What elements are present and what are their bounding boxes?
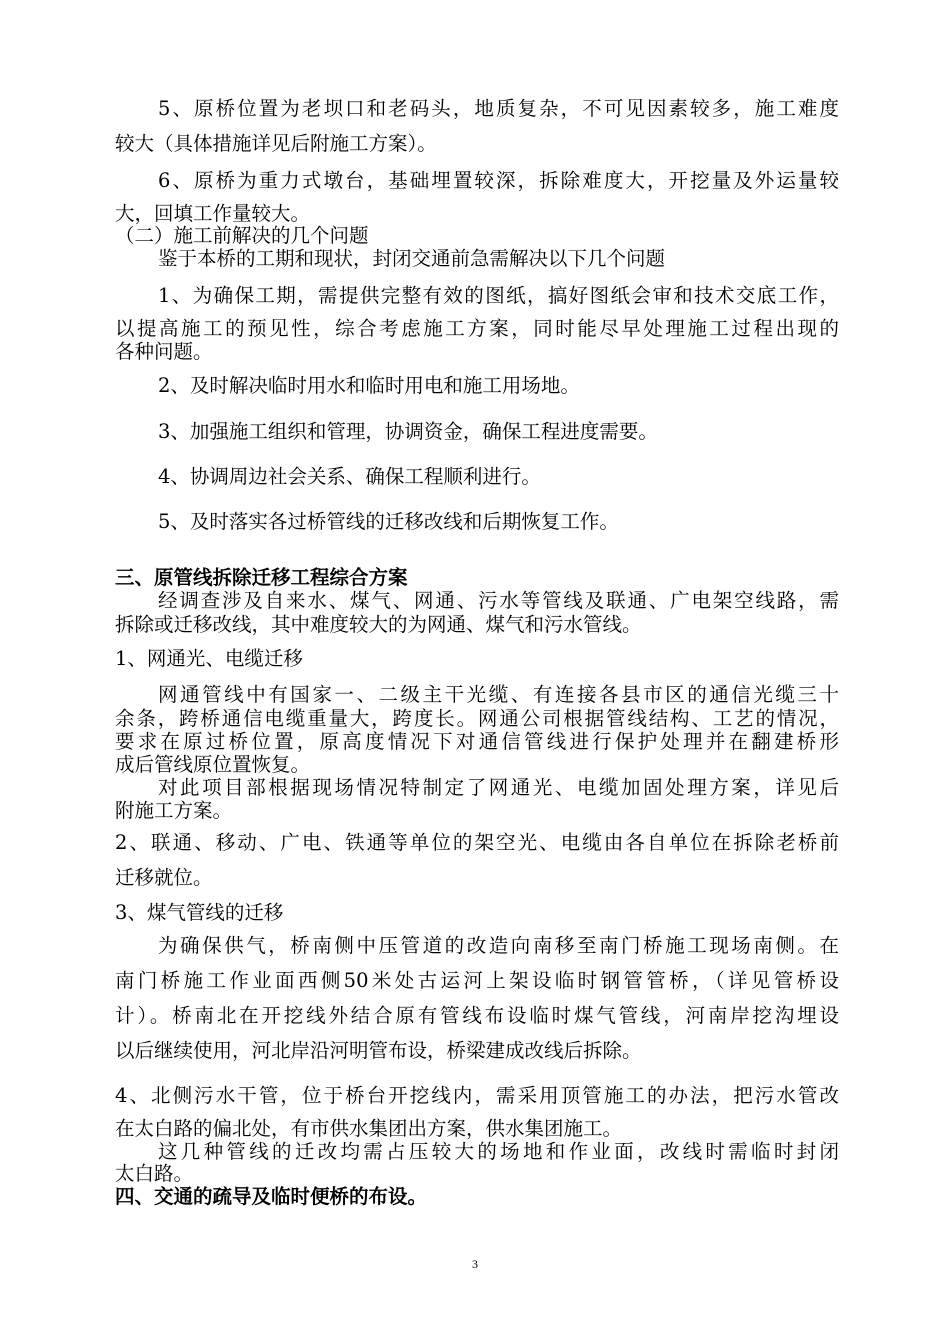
section-heading: 四、交通的疏导及临时便桥的布设。	[115, 1185, 428, 1208]
paragraph-line: 2、及时解决临时用水和临时用电和施工用场地。	[158, 374, 580, 397]
paragraph-line: 成后管线原位置恢复。	[115, 753, 311, 776]
paragraph-line: 网通管线中有国家一、二级主干光缆、有连接各县市区的通信光缆三十	[158, 683, 839, 706]
paragraph-line: 经调查涉及自来水、煤气、网通、污水等管线及联通、广电架空线路，需	[158, 589, 839, 612]
paragraph-line: 以后继续使用，河北岸沿河明管布设，桥梁建成改线后拆除。	[115, 1039, 642, 1062]
page-number: 3	[472, 1257, 478, 1271]
paragraph-line: 南门桥施工作业面西侧50米处古运河上架设临时钢管管桥，（详见管桥设	[115, 969, 839, 992]
paragraph-line: 迁移就位。	[115, 866, 213, 889]
item-heading: 1、网通光、电缆迁移	[115, 647, 303, 670]
paragraph-line: 鉴于本桥的工期和现状，封闭交通前急需解决以下几个问题	[158, 247, 666, 270]
section-heading: 三、原管线拆除迁移工程综合方案	[115, 566, 408, 589]
paragraph-line: 5、原桥位置为老坝口和老码头，地质复杂，不可见因素较多，施工难度	[158, 97, 839, 120]
paragraph-line: 附施工方案。	[115, 799, 233, 822]
subsection-heading: （二）施工前解决的几个问题	[115, 224, 369, 247]
paragraph-line: 这几种管线的迁改均需占压较大的场地和作业面，改线时需临时封闭	[158, 1140, 839, 1163]
paragraph-line: 余条，跨桥通信电缆重量大，跨度长。网通公司根据管线结构、工艺的情况，	[115, 707, 839, 730]
paragraph-line: 2、联通、移动、广电、铁通等单位的架空光、电缆由各自单位在拆除老桥前	[115, 831, 839, 854]
paragraph-line: 各种问题。	[115, 340, 213, 363]
paragraph-line: 计）。桥南北在开挖线外结合原有管线布设临时煤气管线，河南岸挖沟埋设	[115, 1004, 839, 1027]
item-heading: 3、煤气管线的迁移	[115, 901, 284, 924]
paragraph-line: 以提高施工的预见性，综合考虑施工方案，同时能尽早处理施工过程出现的	[115, 317, 839, 340]
paragraph-line: 在太白路的偏北处，有市供水集团出方案，供水集团施工。	[115, 1117, 623, 1140]
paragraph-line: 为确保供气，桥南侧中压管道的改造向南移至南门桥施工现场南侧。在	[158, 934, 839, 957]
paragraph-line: 3、加强施工组织和管理，协调资金，确保工程进度需要。	[158, 420, 658, 443]
paragraph-line: 要求在原过桥位置，原高度情况下对通信管线进行保护处理并在翻建桥形	[115, 730, 839, 753]
paragraph-line: 对此项目部根据现场情况特制定了网通光、电缆加固处理方案，详见后	[158, 776, 839, 799]
paragraph-line: 较大（具体措施详见后附施工方案）。	[115, 132, 437, 155]
paragraph-line: 拆除或迁移改线，其中难度较大的为网通、煤气和污水管线。	[115, 613, 642, 636]
paragraph-line: 大，回填工作量较大。	[115, 202, 311, 225]
paragraph-line: 1、为确保工期，需提供完整有效的图纸，搞好图纸会审和技术交底工作，	[158, 284, 839, 307]
paragraph-line: 太白路。	[115, 1162, 194, 1185]
paragraph-line: 4、协调周边社会关系、确保工程顺利进行。	[158, 465, 541, 488]
paragraph-line: 5、及时落实各过桥管线的迁移改线和后期恢复工作。	[158, 510, 619, 533]
paragraph-line: 6、原桥为重力式墩台，基础埋置较深，拆除难度大，开挖量及外运量较	[158, 169, 839, 192]
paragraph-line: 4、北侧污水干管，位于桥台开挖线内，需采用顶管施工的办法，把污水管改	[115, 1084, 839, 1107]
